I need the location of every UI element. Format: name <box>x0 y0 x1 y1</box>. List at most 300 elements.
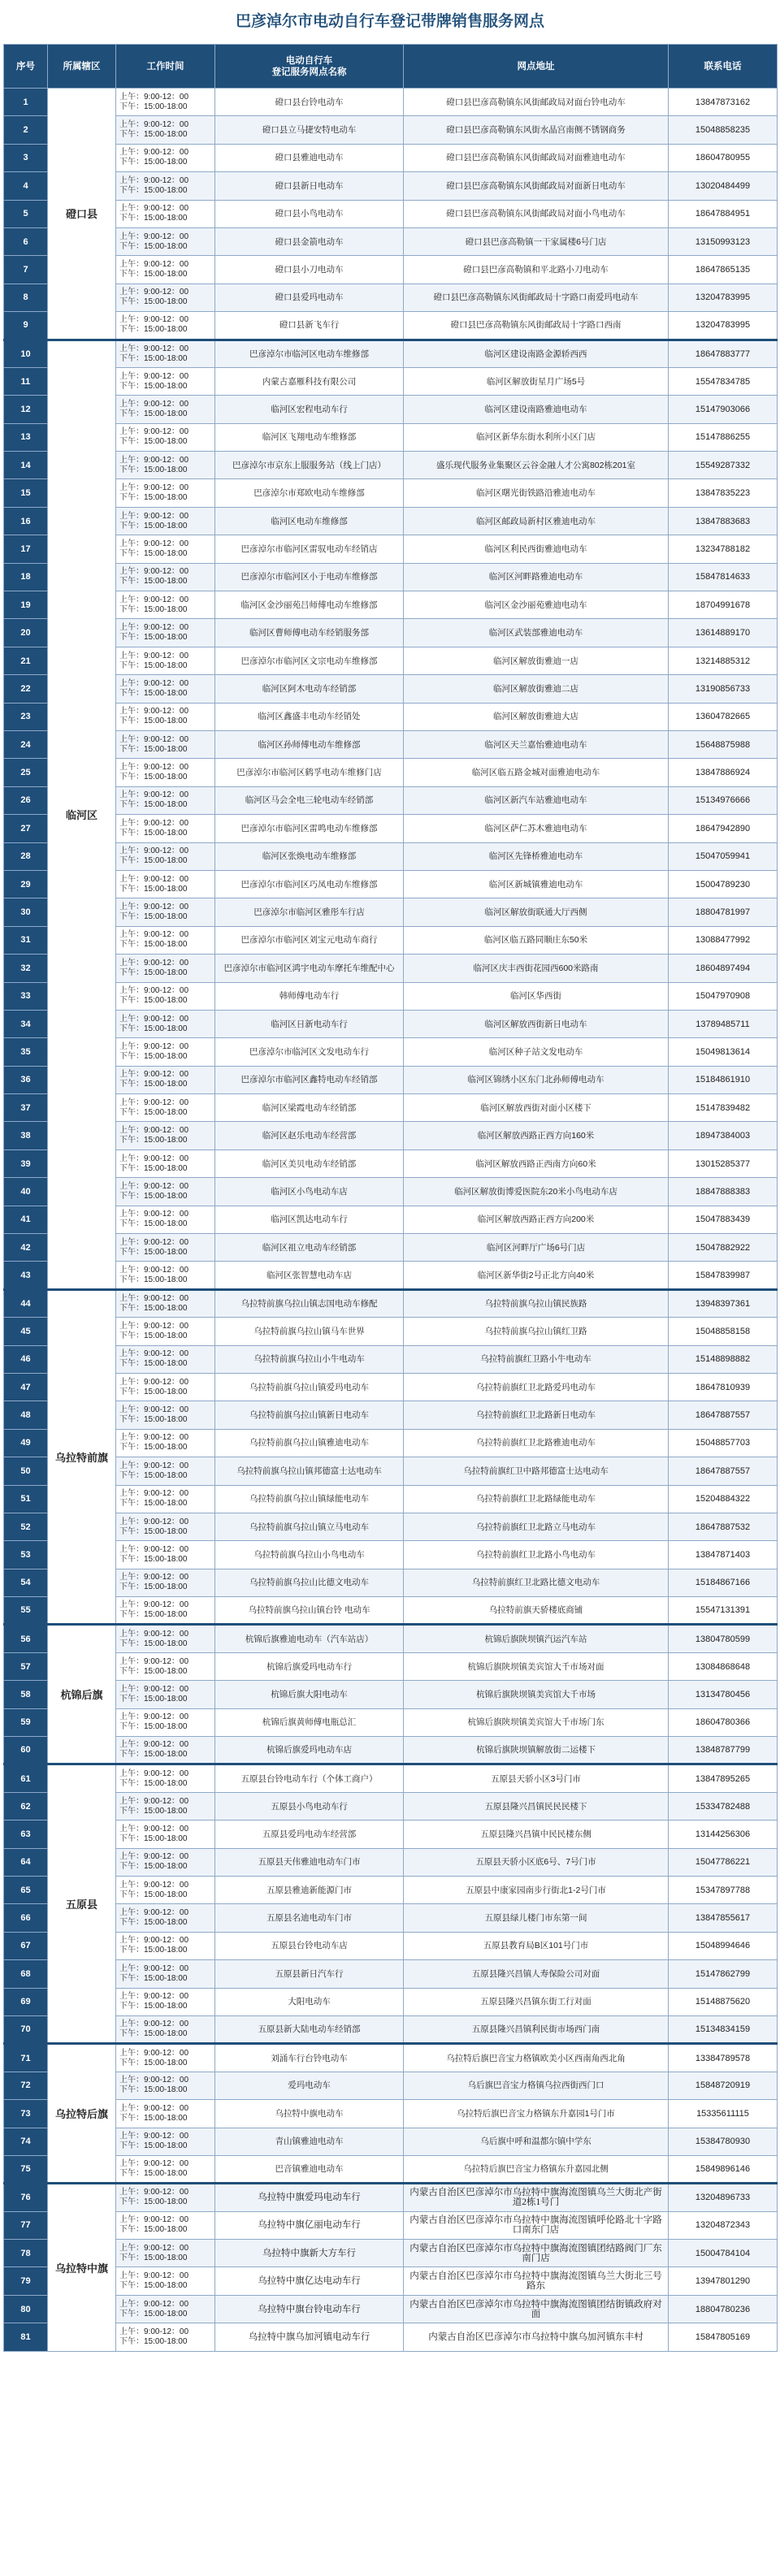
row-number: 73 <box>4 2100 48 2128</box>
row-number: 11 <box>4 367 48 395</box>
phone-cell: 15204884322 <box>669 1485 778 1513</box>
outlet-address-cell: 临河区天兰嘉怡雅迪电动车 <box>404 730 669 758</box>
table-row <box>4 2211 778 2239</box>
row-number: 22 <box>4 675 48 703</box>
work-time-cell <box>116 1318 215 1345</box>
time-morning: 上午：9:00-12：00 <box>119 595 189 604</box>
phone-cell: 13847886924 <box>669 759 778 786</box>
table-row <box>4 1429 778 1457</box>
outlet-name-cell: 临河区美贝电动车经销部 <box>215 1149 404 1177</box>
row-number: 10 <box>4 340 48 367</box>
work-time-cell <box>116 535 215 563</box>
outlet-address-cell: 五原县隆兴昌镇人寿保险公司对面 <box>404 1960 669 1988</box>
phone-cell: 15047883439 <box>669 1206 778 1233</box>
work-time-cell <box>116 2155 215 2183</box>
table-row <box>4 1877 778 1904</box>
time-afternoon: 下午：15:00-18:00 <box>119 437 188 447</box>
table-row <box>4 535 778 563</box>
phone-cell: 13847895265 <box>669 1764 778 1792</box>
phone-cell: 15384780930 <box>669 2128 778 2155</box>
outlet-address-cell: 临河区华西街 <box>404 982 669 1010</box>
phone-cell: 18704991678 <box>669 591 778 619</box>
row-number: 76 <box>4 2184 48 2211</box>
phone-cell: 13015285377 <box>669 1149 778 1177</box>
table-row <box>4 1764 778 1792</box>
outlet-address-cell: 乌拉特前旗红卫中路邦德富士达电动车 <box>404 1457 669 1485</box>
work-time-cell <box>116 1708 215 1736</box>
work-time-cell <box>116 423 215 451</box>
table-row <box>4 1960 778 1988</box>
outlet-address-cell: 内蒙古自治区巴彦淖尔市乌拉特中旗海流图镇呼伦路北十字路口南东门店 <box>404 2211 669 2239</box>
work-time-cell <box>116 619 215 647</box>
phone-cell: 15049813614 <box>669 1038 778 1066</box>
time-morning: 上午：9:00-12：00 <box>119 204 189 214</box>
district-cell: 磴口县 <box>48 89 116 340</box>
time-afternoon: 下午：15:00-18:00 <box>119 1806 188 1816</box>
phone-cell: 18804781997 <box>669 898 778 926</box>
phone-cell: 15335611115 <box>669 2100 778 2128</box>
work-time-cell <box>116 591 215 619</box>
work-time-cell <box>116 1848 215 1876</box>
time-afternoon: 下午：15:00-18:00 <box>119 2169 188 2179</box>
time-afternoon: 下午：15:00-18:00 <box>119 856 188 866</box>
outlet-name-cell: 乌拉特前旗乌拉山镇立马电动车 <box>215 1513 404 1540</box>
table-row <box>4 144 778 171</box>
phone-cell: 18647865135 <box>669 256 778 284</box>
table-row <box>4 1848 778 1876</box>
outlet-address-cell: 杭锦后旗陕坝镇美宾馆大千市场 <box>404 1681 669 1708</box>
table-row <box>4 1234 778 1262</box>
outlet-address-cell: 临河区河畔厅广场6号门店 <box>404 1234 669 1262</box>
outlet-name-cell: 五原县新大陆电动车经销部 <box>215 2015 404 2043</box>
time-morning: 上午：9:00-12：00 <box>119 958 189 968</box>
outlet-address-cell: 内蒙古自治区巴彦淖尔市乌拉特中旗海流图镇乌兰大街北三号路东 <box>404 2267 669 2295</box>
work-time-cell <box>116 2267 215 2295</box>
outlet-name-cell: 临河区孙师傅电动车维修部 <box>215 730 404 758</box>
phone-cell: 15648875988 <box>669 730 778 758</box>
outlet-name-cell: 内蒙古嘉雁科技有限公司 <box>215 367 404 395</box>
time-morning: 上午：9:00-12：00 <box>119 427 189 437</box>
phone-cell: 15184867166 <box>669 1569 778 1596</box>
outlet-name-cell: 巴彦淖尔市临河区雷鸣电动车维修部 <box>215 815 404 842</box>
table-row <box>4 1010 778 1037</box>
district-cell: 五原县 <box>48 1764 116 2044</box>
work-time-cell <box>116 1094 215 1122</box>
outlet-name-cell: 临河区飞翔电动车维修部 <box>215 423 404 451</box>
outlet-name-cell: 乌拉特中旗电动车 <box>215 2100 404 2128</box>
work-time-cell <box>116 1821 215 1848</box>
phone-cell: 15048857703 <box>669 1429 778 1457</box>
table-row <box>4 479 778 507</box>
outlet-address-cell: 临河区武装部雅迪电动车 <box>404 619 669 647</box>
phone-cell: 15048994646 <box>669 1932 778 1959</box>
row-number: 63 <box>4 1821 48 1848</box>
row-number: 38 <box>4 1122 48 1149</box>
outlet-address-cell: 临河区利民西街雅迪电动车 <box>404 535 669 563</box>
work-time-cell <box>116 284 215 311</box>
outlet-name-cell: 乌拉特前旗乌拉山小鸟电动车 <box>215 1541 404 1569</box>
outlet-name-cell: 乌拉特前旗乌拉山镇绿能电动车 <box>215 1485 404 1513</box>
time-afternoon: 下午：15:00-18:00 <box>119 493 188 503</box>
time-morning: 上午：9:00-12：00 <box>119 1600 189 1610</box>
row-number: 13 <box>4 423 48 451</box>
header-district: 所属辖区 <box>48 45 116 89</box>
time-morning: 上午：9:00-12：00 <box>119 1293 189 1303</box>
phone-cell: 13604782665 <box>669 703 778 730</box>
work-time-cell <box>116 1262 215 1289</box>
service-outlets-table <box>3 44 778 2352</box>
work-time-cell <box>116 507 215 535</box>
time-morning: 上午：9:00-12：00 <box>119 2048 189 2058</box>
time-morning: 上午：9:00-12：00 <box>119 1852 189 1862</box>
time-afternoon: 下午：15:00-18:00 <box>119 604 188 614</box>
outlet-address-cell: 乌拉特前旗红卫北路比德文电动车 <box>404 1569 669 1596</box>
outlet-name-cell: 磴口县台铃电动车 <box>215 89 404 116</box>
table-row <box>4 955 778 982</box>
table-row <box>4 200 778 227</box>
work-time-cell <box>116 759 215 786</box>
table-row <box>4 89 778 116</box>
outlet-address-cell: 临河区解放西街新日电动车 <box>404 1010 669 1037</box>
outlet-name-cell: 磴口县新飞车行 <box>215 312 404 340</box>
time-morning: 上午：9:00-12：00 <box>119 2271 189 2281</box>
outlet-address-cell: 磴口县巴彦高勒镇东风街邮政局对面雅迪电动车 <box>404 144 669 171</box>
time-afternoon: 下午：15:00-18:00 <box>119 1191 188 1201</box>
time-afternoon: 下午：15:00-18:00 <box>119 1778 188 1788</box>
outlet-address-cell: 临河区建设南路雅迪电动车 <box>404 396 669 423</box>
outlet-name-cell: 乌拉特前旗乌拉山比德文电动车 <box>215 1569 404 1596</box>
work-time-cell <box>116 1038 215 1066</box>
outlet-name-cell: 乌拉特中旗新大方车行 <box>215 2240 404 2267</box>
outlet-address-cell: 乌拉特前旗红卫北路爱玛电动车 <box>404 1373 669 1401</box>
phone-cell: 13847873162 <box>669 89 778 116</box>
phone-cell: 13088477992 <box>669 926 778 954</box>
outlet-name-cell: 巴音镇雅迪电动车 <box>215 2155 404 2183</box>
header-no: 序号 <box>4 45 48 89</box>
outlet-address-cell: 临河区锦绣小区东门北孙师傅电动车 <box>404 1066 669 1093</box>
outlet-name-cell: 乌拉特中旗亿达电动车行 <box>215 2267 404 2295</box>
row-number: 20 <box>4 619 48 647</box>
outlet-address-cell: 内蒙古自治区巴彦淖尔市乌拉特中旗海流图镇团结路阀门厂东南门店 <box>404 2240 669 2267</box>
time-morning: 上午：9:00-12：00 <box>119 511 189 521</box>
row-number: 43 <box>4 1262 48 1289</box>
outlet-address-cell: 临河区建设南路金源轿西西 <box>404 340 669 367</box>
outlet-address-cell: 临河区解放街联通大厅西侧 <box>404 898 669 926</box>
time-morning: 上午：9:00-12：00 <box>119 846 189 856</box>
outlet-name-cell: 临河区张焕电动车维修部 <box>215 842 404 870</box>
outlet-address-cell: 磴口县巴彦高勒镇东风街邮政局对面小鸟电动车 <box>404 200 669 227</box>
time-afternoon: 下午：15:00-18:00 <box>119 214 188 223</box>
work-time-cell <box>116 2323 215 2351</box>
time-afternoon: 下午：15:00-18:00 <box>119 912 188 922</box>
time-afternoon: 下午：15:00-18:00 <box>119 1219 188 1229</box>
row-number: 47 <box>4 1373 48 1401</box>
time-afternoon: 下午：15:00-18:00 <box>119 828 188 838</box>
work-time-cell <box>116 1401 215 1429</box>
row-number: 50 <box>4 1457 48 1485</box>
table-row <box>4 619 778 647</box>
phone-cell: 15147886255 <box>669 423 778 451</box>
time-morning: 上午：9:00-12：00 <box>119 2020 189 2029</box>
time-morning: 上午：9:00-12：00 <box>119 1405 189 1415</box>
phone-cell: 13020484499 <box>669 172 778 200</box>
district-cell: 临河区 <box>48 340 116 1289</box>
phone-cell: 15334782488 <box>669 1792 778 1820</box>
row-number: 71 <box>4 2044 48 2072</box>
row-number: 67 <box>4 1932 48 1959</box>
time-morning: 上午：9:00-12：00 <box>119 2103 189 2113</box>
time-afternoon: 下午：15:00-18:00 <box>119 1415 188 1425</box>
work-time-cell <box>116 2100 215 2128</box>
work-time-cell <box>116 1485 215 1513</box>
outlet-address-cell: 杭锦后旗陕坝镇美宾馆大千市场对面 <box>404 1652 669 1680</box>
time-morning: 上午：9:00-12：00 <box>119 2132 189 2141</box>
work-time-cell <box>116 842 215 870</box>
table-row <box>4 1569 778 1596</box>
row-number: 12 <box>4 396 48 423</box>
time-afternoon: 下午：15:00-18:00 <box>119 1499 188 1509</box>
outlet-name-cell: 青山镇雅迪电动车 <box>215 2128 404 2155</box>
time-afternoon: 下午：15:00-18:00 <box>119 1750 188 1760</box>
time-morning: 上午：9:00-12：00 <box>119 2327 189 2336</box>
phone-cell: 15134834159 <box>669 2015 778 2043</box>
time-afternoon: 下午：15:00-18:00 <box>119 1973 188 1983</box>
time-morning: 上午：9:00-12：00 <box>119 818 189 828</box>
row-number: 78 <box>4 2240 48 2267</box>
work-time-cell <box>116 898 215 926</box>
time-morning: 上午：9:00-12：00 <box>119 483 189 493</box>
time-afternoon: 下午：15:00-18:00 <box>119 1275 188 1284</box>
time-afternoon: 下午：15:00-18:00 <box>119 1918 188 1928</box>
table-row <box>4 1262 778 1289</box>
time-afternoon: 下午：15:00-18:00 <box>119 2029 188 2039</box>
time-afternoon: 下午：15:00-18:00 <box>119 633 188 643</box>
time-afternoon: 下午：15:00-18:00 <box>119 1526 188 1536</box>
phone-cell: 18604780955 <box>669 144 778 171</box>
time-afternoon: 下午：15:00-18:00 <box>119 940 188 950</box>
work-time-cell <box>116 786 215 814</box>
work-time-cell <box>116 1597 215 1625</box>
row-number: 15 <box>4 479 48 507</box>
header-phone: 联系电话 <box>669 45 778 89</box>
table-row <box>4 1821 778 1848</box>
work-time-cell <box>116 1234 215 1262</box>
time-morning: 上午：9:00-12：00 <box>119 455 189 465</box>
row-number: 44 <box>4 1289 48 1317</box>
outlet-address-cell: 临河区新汽车站雅迪电动车 <box>404 786 669 814</box>
table-row <box>4 591 778 619</box>
district-cell: 杭锦后旗 <box>48 1625 116 1764</box>
work-time-cell <box>116 1373 215 1401</box>
time-afternoon: 下午：15:00-18:00 <box>119 130 188 140</box>
outlet-name-cell: 磴口县小鸟电动车 <box>215 200 404 227</box>
outlet-name-cell: 磴口县新日电动车 <box>215 172 404 200</box>
work-time-cell <box>116 2044 215 2072</box>
time-afternoon: 下午：15:00-18:00 <box>119 688 188 698</box>
table-row <box>4 2015 778 2043</box>
table-row <box>4 1318 778 1345</box>
time-afternoon: 下午：15:00-18:00 <box>119 521 188 530</box>
time-morning: 上午：9:00-12：00 <box>119 1936 189 1946</box>
outlet-address-cell: 临河区河畔路雅迪电动车 <box>404 563 669 591</box>
outlet-name-cell: 乌拉特前旗乌拉山镇台铃 电动车 <box>215 1597 404 1625</box>
outlet-address-cell: 临河区临五路同顺庄东50米 <box>404 926 669 954</box>
work-time-cell <box>116 1149 215 1177</box>
time-morning: 上午：9:00-12：00 <box>119 1824 189 1834</box>
time-morning: 上午：9:00-12：00 <box>119 986 189 996</box>
outlet-name-cell: 乌拉特前旗乌拉山镇邦德富士达电动车 <box>215 1457 404 1485</box>
row-number: 51 <box>4 1485 48 1513</box>
outlet-name-cell: 五原县小鸟电动车行 <box>215 1792 404 1820</box>
row-number: 27 <box>4 815 48 842</box>
time-afternoon: 下午：15:00-18:00 <box>119 353 188 363</box>
time-afternoon: 下午：15:00-18:00 <box>119 1694 188 1704</box>
outlet-address-cell: 临河区金沙丽苑雅迪电动车 <box>404 591 669 619</box>
time-afternoon: 下午：15:00-18:00 <box>119 2197 188 2207</box>
outlet-name-cell: 临河区曹师傅电动车经销服务部 <box>215 619 404 647</box>
time-morning: 上午：9:00-12：00 <box>119 371 189 381</box>
phone-cell: 13214885312 <box>669 647 778 674</box>
outlet-address-cell: 杭锦后旗陕坝镇美宾馆大千市场门东 <box>404 1708 669 1736</box>
outlet-name-cell: 磴口县雅迪电动车 <box>215 144 404 171</box>
time-morning: 上午：9:00-12：00 <box>119 1461 189 1470</box>
outlet-name-cell: 乌拉特中旗爱玛电动车行 <box>215 2184 404 2211</box>
table-row <box>4 1625 778 1652</box>
table-row <box>4 1932 778 1959</box>
phone-cell: 13204783995 <box>669 312 778 340</box>
outlet-name-cell: 巴彦淖尔市临河区文宗电动车维修部 <box>215 647 404 674</box>
time-afternoon: 下午：15:00-18:00 <box>119 1080 188 1089</box>
phone-cell: 15347897788 <box>669 1877 778 1904</box>
time-afternoon: 下午：15:00-18:00 <box>119 996 188 1006</box>
time-morning: 上午：9:00-12：00 <box>119 2215 189 2225</box>
outlet-name-cell: 磴口县爱玛电动车 <box>215 284 404 311</box>
phone-cell: 13847835223 <box>669 479 778 507</box>
time-afternoon: 下午：15:00-18:00 <box>119 717 188 726</box>
work-time-cell <box>116 647 215 674</box>
table-row <box>4 256 778 284</box>
table-row <box>4 647 778 674</box>
time-afternoon: 下午：15:00-18:00 <box>119 1666 188 1676</box>
table-row <box>4 1345 778 1373</box>
work-time-cell <box>116 982 215 1010</box>
row-number: 18 <box>4 563 48 591</box>
table-row <box>4 842 778 870</box>
work-time-cell <box>116 1932 215 1959</box>
time-morning: 上午：9:00-12：00 <box>119 790 189 800</box>
table-row <box>4 675 778 703</box>
work-time-cell <box>116 2211 215 2239</box>
work-time-cell <box>116 2015 215 2043</box>
time-morning: 上午：9:00-12：00 <box>119 1796 189 1806</box>
outlet-address-cell: 乌拉特后旗巴音宝力格镇东升嘉园1号门市 <box>404 2100 669 2128</box>
row-number: 48 <box>4 1401 48 1429</box>
table-row <box>4 423 778 451</box>
table-row <box>4 1122 778 1149</box>
phone-cell: 13947801290 <box>669 2267 778 2295</box>
outlet-name-cell: 爱玛电动车 <box>215 2072 404 2099</box>
time-afternoon: 下午：15:00-18:00 <box>119 1024 188 1033</box>
work-time-cell <box>116 1457 215 1485</box>
time-morning: 上午：9:00-12：00 <box>119 734 189 744</box>
time-afternoon: 下午：15:00-18:00 <box>119 1862 188 1872</box>
time-morning: 上午：9:00-12：00 <box>119 539 189 548</box>
table-row <box>4 1513 778 1540</box>
time-afternoon: 下午：15:00-18:00 <box>119 1890 188 1899</box>
table-row <box>4 703 778 730</box>
row-number: 21 <box>4 647 48 674</box>
outlet-name-cell: 临河区小鸟电动车店 <box>215 1178 404 1206</box>
outlet-address-cell: 五原县教育局B区101号门市 <box>404 1932 669 1959</box>
row-number: 8 <box>4 284 48 311</box>
phone-cell: 18647887557 <box>669 1401 778 1429</box>
phone-cell: 18647887532 <box>669 1513 778 1540</box>
outlet-address-cell: 磴口县巴彦高勒镇一干家属楼6号门店 <box>404 227 669 255</box>
row-number: 75 <box>4 2155 48 2183</box>
row-number: 58 <box>4 1681 48 1708</box>
table-row <box>4 2044 778 2072</box>
outlet-address-cell: 乌拉特前旗乌拉山镇红卫路 <box>404 1318 669 1345</box>
time-morning: 上午：9:00-12：00 <box>119 2299 189 2309</box>
table-row <box>4 1652 778 1680</box>
time-morning: 上午：9:00-12：00 <box>119 344 189 353</box>
row-number: 42 <box>4 1234 48 1262</box>
phone-cell: 18604897494 <box>669 955 778 982</box>
time-afternoon: 下午：15:00-18:00 <box>119 465 188 474</box>
row-number: 33 <box>4 982 48 1010</box>
time-morning: 上午：9:00-12：00 <box>119 1070 189 1080</box>
work-time-cell <box>116 116 215 144</box>
outlet-name-cell: 临河区赵乐电动车经营部 <box>215 1122 404 1149</box>
time-morning: 上午：9:00-12：00 <box>119 1740 189 1750</box>
time-afternoon: 下午：15:00-18:00 <box>119 660 188 670</box>
phone-cell: 13614889170 <box>669 619 778 647</box>
time-afternoon: 下午：15:00-18:00 <box>119 1387 188 1396</box>
time-morning: 上午：9:00-12：00 <box>119 1210 189 1219</box>
row-number: 9 <box>4 312 48 340</box>
table-row <box>4 2100 778 2128</box>
time-morning: 上午：9:00-12：00 <box>119 1377 189 1387</box>
time-morning: 上午：9:00-12：00 <box>119 1656 189 1666</box>
work-time-cell <box>116 144 215 171</box>
row-number: 39 <box>4 1149 48 1177</box>
outlet-address-cell: 五原县隆兴昌镇中民民楼东侧 <box>404 1821 669 1848</box>
table-row <box>4 730 778 758</box>
time-morning: 上午：9:00-12：00 <box>119 1237 189 1247</box>
phone-cell: 15549287332 <box>669 452 778 479</box>
work-time-cell <box>116 1960 215 1988</box>
phone-cell: 15048858235 <box>669 116 778 144</box>
outlet-address-cell: 临河区解放街博爱医院东20米小鸟电动车店 <box>404 1178 669 1206</box>
time-afternoon: 下午：15:00-18:00 <box>119 2309 188 2318</box>
table-row <box>4 2155 778 2183</box>
work-time-cell <box>116 367 215 395</box>
outlet-name-cell: 临河区金沙丽苑吕师傅电动车维修部 <box>215 591 404 619</box>
table-row <box>4 1681 778 1708</box>
time-afternoon: 下午：15:00-18:00 <box>119 548 188 558</box>
time-morning: 上午：9:00-12：00 <box>119 1992 189 2002</box>
row-number: 16 <box>4 507 48 535</box>
row-number: 41 <box>4 1206 48 1233</box>
table-row <box>4 312 778 340</box>
phone-cell: 13789485711 <box>669 1010 778 1037</box>
time-afternoon: 下午：15:00-18:00 <box>119 102 188 111</box>
time-afternoon: 下午：15:00-18:00 <box>119 185 188 195</box>
outlet-address-cell: 磴口县巴彦高勒镇东风街邮政局对面新日电动车 <box>404 172 669 200</box>
table-row <box>4 2128 778 2155</box>
phone-cell: 13847855617 <box>669 1904 778 1932</box>
phone-cell: 13150993123 <box>669 227 778 255</box>
